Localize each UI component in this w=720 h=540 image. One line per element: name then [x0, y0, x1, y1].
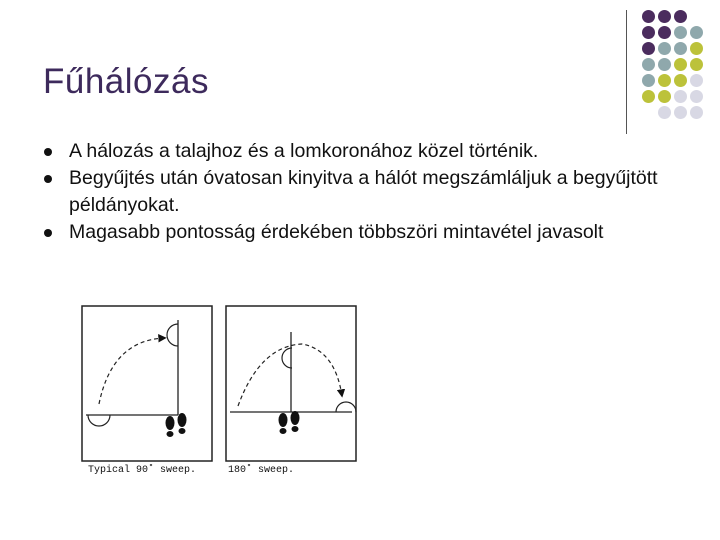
bullet-text: Magasabb pontosság érdekében többszöri mintavétel javasolt	[69, 221, 604, 243]
dot	[658, 106, 671, 119]
net-end	[167, 324, 178, 346]
dot	[674, 42, 687, 55]
footprints-icon	[166, 413, 187, 437]
dot	[642, 74, 655, 87]
caption-180: 180˚ sweep.	[228, 465, 295, 476]
dot	[642, 90, 655, 103]
net-end	[336, 402, 356, 412]
dot	[642, 10, 655, 23]
dot	[658, 90, 671, 103]
dot	[658, 74, 671, 87]
dot	[674, 58, 687, 71]
panel-90-sweep	[82, 306, 212, 476]
dot	[658, 10, 671, 23]
dot	[642, 58, 655, 71]
panel-frame	[82, 306, 212, 461]
dot	[642, 42, 655, 55]
dot	[690, 42, 703, 55]
dot	[658, 26, 671, 39]
panel-180-sweep	[226, 306, 356, 476]
dot	[690, 26, 703, 39]
sweep-arrow	[238, 344, 342, 406]
footprints-icon	[279, 411, 300, 434]
net-start	[88, 415, 110, 426]
slide-title: Fűhálózás	[43, 62, 209, 101]
dot	[674, 74, 687, 87]
bullet-item	[44, 138, 684, 165]
dot	[674, 90, 687, 103]
dot	[690, 90, 703, 103]
dot	[690, 58, 703, 71]
sweep-arrow	[99, 338, 165, 404]
bullet-marker	[44, 148, 52, 156]
bullet-marker	[44, 229, 52, 237]
bullet-text: Begyűjtés után óvatosan kinyitva a hálót megszámláljuk a begyűjtött példányokat.	[69, 167, 658, 216]
dot	[674, 106, 687, 119]
decorative-divider-line	[626, 10, 627, 134]
bullet-list	[44, 138, 684, 246]
bullet-text: A hálozás a talajhoz és a lomkoronához közel történik.	[69, 140, 539, 162]
caption-90: Typical 90˚ sweep.	[88, 465, 197, 476]
bullet-item	[44, 165, 684, 219]
dot	[658, 42, 671, 55]
bullet-marker	[44, 175, 52, 183]
bullet-item	[44, 219, 684, 246]
dot	[658, 58, 671, 71]
dot	[642, 26, 655, 39]
dot	[674, 10, 687, 23]
sweep-diagram	[80, 300, 370, 485]
dot	[674, 26, 687, 39]
dot	[690, 74, 703, 87]
dot	[690, 106, 703, 119]
